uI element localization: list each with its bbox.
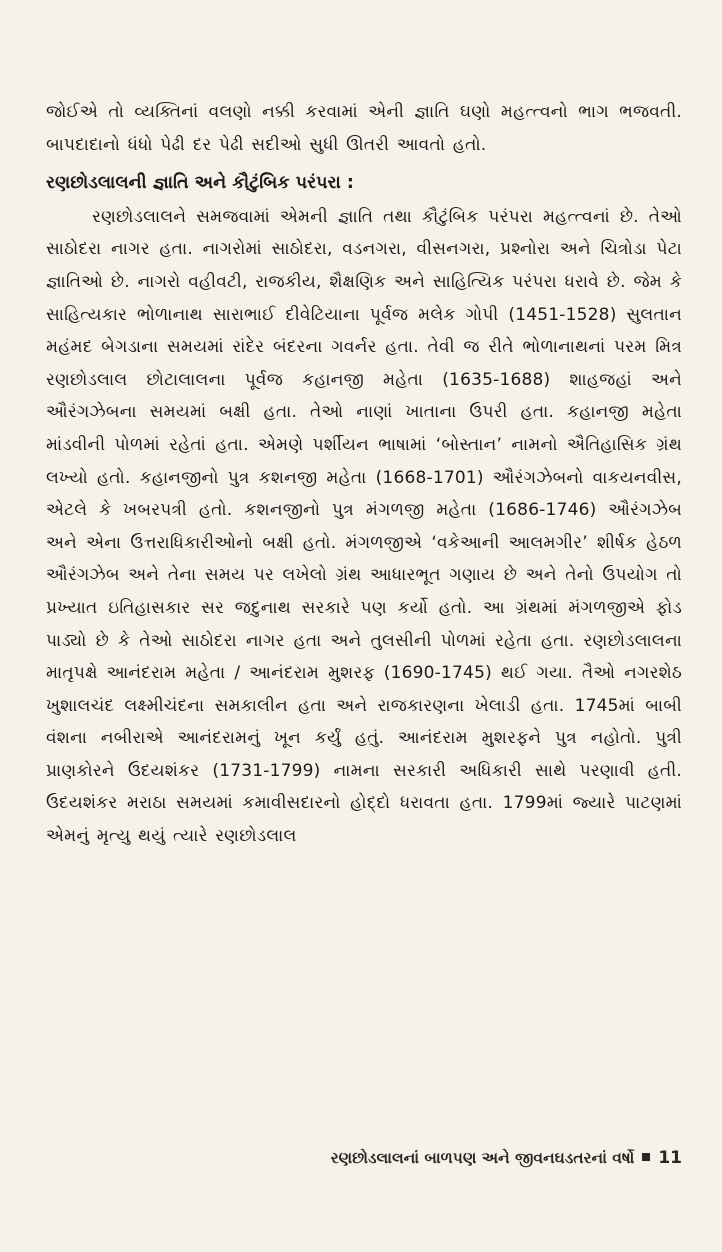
- body-paragraph: રણછોડલાલને સમજવામાં એમની જ્ઞાતિ તથા કૌટુંબિક પરંપરા મહત્ત્વનાં છે. તેઓ સાઠોદરા નાગર હતા. નાગરોમાં સાઠોદરા, વડનગરા, વીસનગરા, પ્રશ્નોરા અને ચિત્રોડા પેટા જ્ઞાતિઓ છે. નાગરો વહીવટી, રાજકીય, શૈક્ષણિક અને સાહિત્યિક પરંપરા ધરાવે છે. જેમ કે સાહિત્યકાર ભોળાનાથ સારાભાઈ દીવેટિયાના પૂર્વજ મલેક ગોપી (1451-1528) સુલતાન મહંમદ બેગડાના સમયમાં રાંદેર બંદરના ગવર્નર હતા. તેવી જ રીતે ભોળાનાથનાં પરમ મિત્ર રણછોડલાલ છોટાલાલના પૂર્વજ કહાનજી મહેતા (1635-1688) શાહજહાં અને ઔરંગઝેબના સમયમાં બક્ષી હતા. તેઓ નાણાં ખાતાના ઉપરી હતા. કહાનજી મહેતા માંડવીની પોળમાં રહેતાં હતા. એમણે પર્શીયન ભાષામાં ‘બોસ્તાન’ નામનો ઐતિહાસિક ગ્રંથ લખ્યો હતો. કહાનજીનો પુત્ર કશનજી મહેતા (1668-1701) ઔરંગઝેબનો વાકયનવીસ, એટલે કે ખબરપત્રી હતો. કશનજીનો પુત્ર મંગળજી મહેતા (1686-1746) ઔરંગઝેબ અને એના ઉત્તરાધિકારીઓનો બક્ષી હતો. મંગળજીએ ‘વકેઆની આલમગીર’ શીર્ષક હેઠળ ઔરંગઝેબ અને તેના સમય પર લખેલો ગ્રંથ આધારભૂત ગણાય છે અને તેનો ઉપયોગ તો પ્રખ્યાત ઇતિહાસકાર સર જદુનાથ સરકારે પણ કર્યો હતો. આ ગ્રંથમાં મંગળજીએ ફોડ પાડ્યો છે કે તેઓ સાઠોદરા નાગર હતા અને તુલસીની પોળમાં રહેતા હતા. રણછોડલાલના માતૃપક્ષે આનંદરામ મહેતા / આનંદરામ મુશરફ (1690-1745) થઈ ગયા. તૈઓ નગરશેઠ ખુશાલચંદ લક્ષ્મીચંદના સમકાલીન હતા અને રાજકારણના ખેલાડી હતા. 1745માં બાબી વંશના નબીરાએ આનંદરામનું ખૂન કર્યું હતું. આનંદરામ મુશરફને પુત્ર નહોતો. પુત્રી પ્રાણકોરને ઉદયશંકર (1731-1799) નામના સરકારી અધિકારી સાથે પરણાવી હતી. ઉદયશંકર મરાઠા સમયમાં કમાવીસદારનો હોદ્દો ધરાવતા હતા. 1799માં જ્યારે પાટણમાં એમનું મૃત્યુ થયું ત્યારે રણછોડલાલ: [46, 206, 682, 847]
- page-number: 11: [658, 1148, 682, 1168]
- page-footer: [0, 1148, 682, 1168]
- running-title: રણછોડલાલનાં બાળપણ અને જીવનઘડતરનાં વર્ષો: [330, 1149, 635, 1167]
- section-heading: રણછોડલાલની જ્ઞાતિ અને કૌટુંબિક પરંપરા :: [46, 173, 354, 194]
- square-bullet-icon: [642, 1153, 650, 1161]
- intro-paragraph: જોઈએ તો વ્યક્તિનાં વલણો નક્કી કરવામાં એની જ્ઞાતિ ઘણો મહત્ત્વનો ભાગ ભજવતી. બાપદાદાનો ધંધો પેઢી દર પેઢી સદીઓ સુધી ઊતરી આવતો હતો.: [46, 102, 682, 155]
